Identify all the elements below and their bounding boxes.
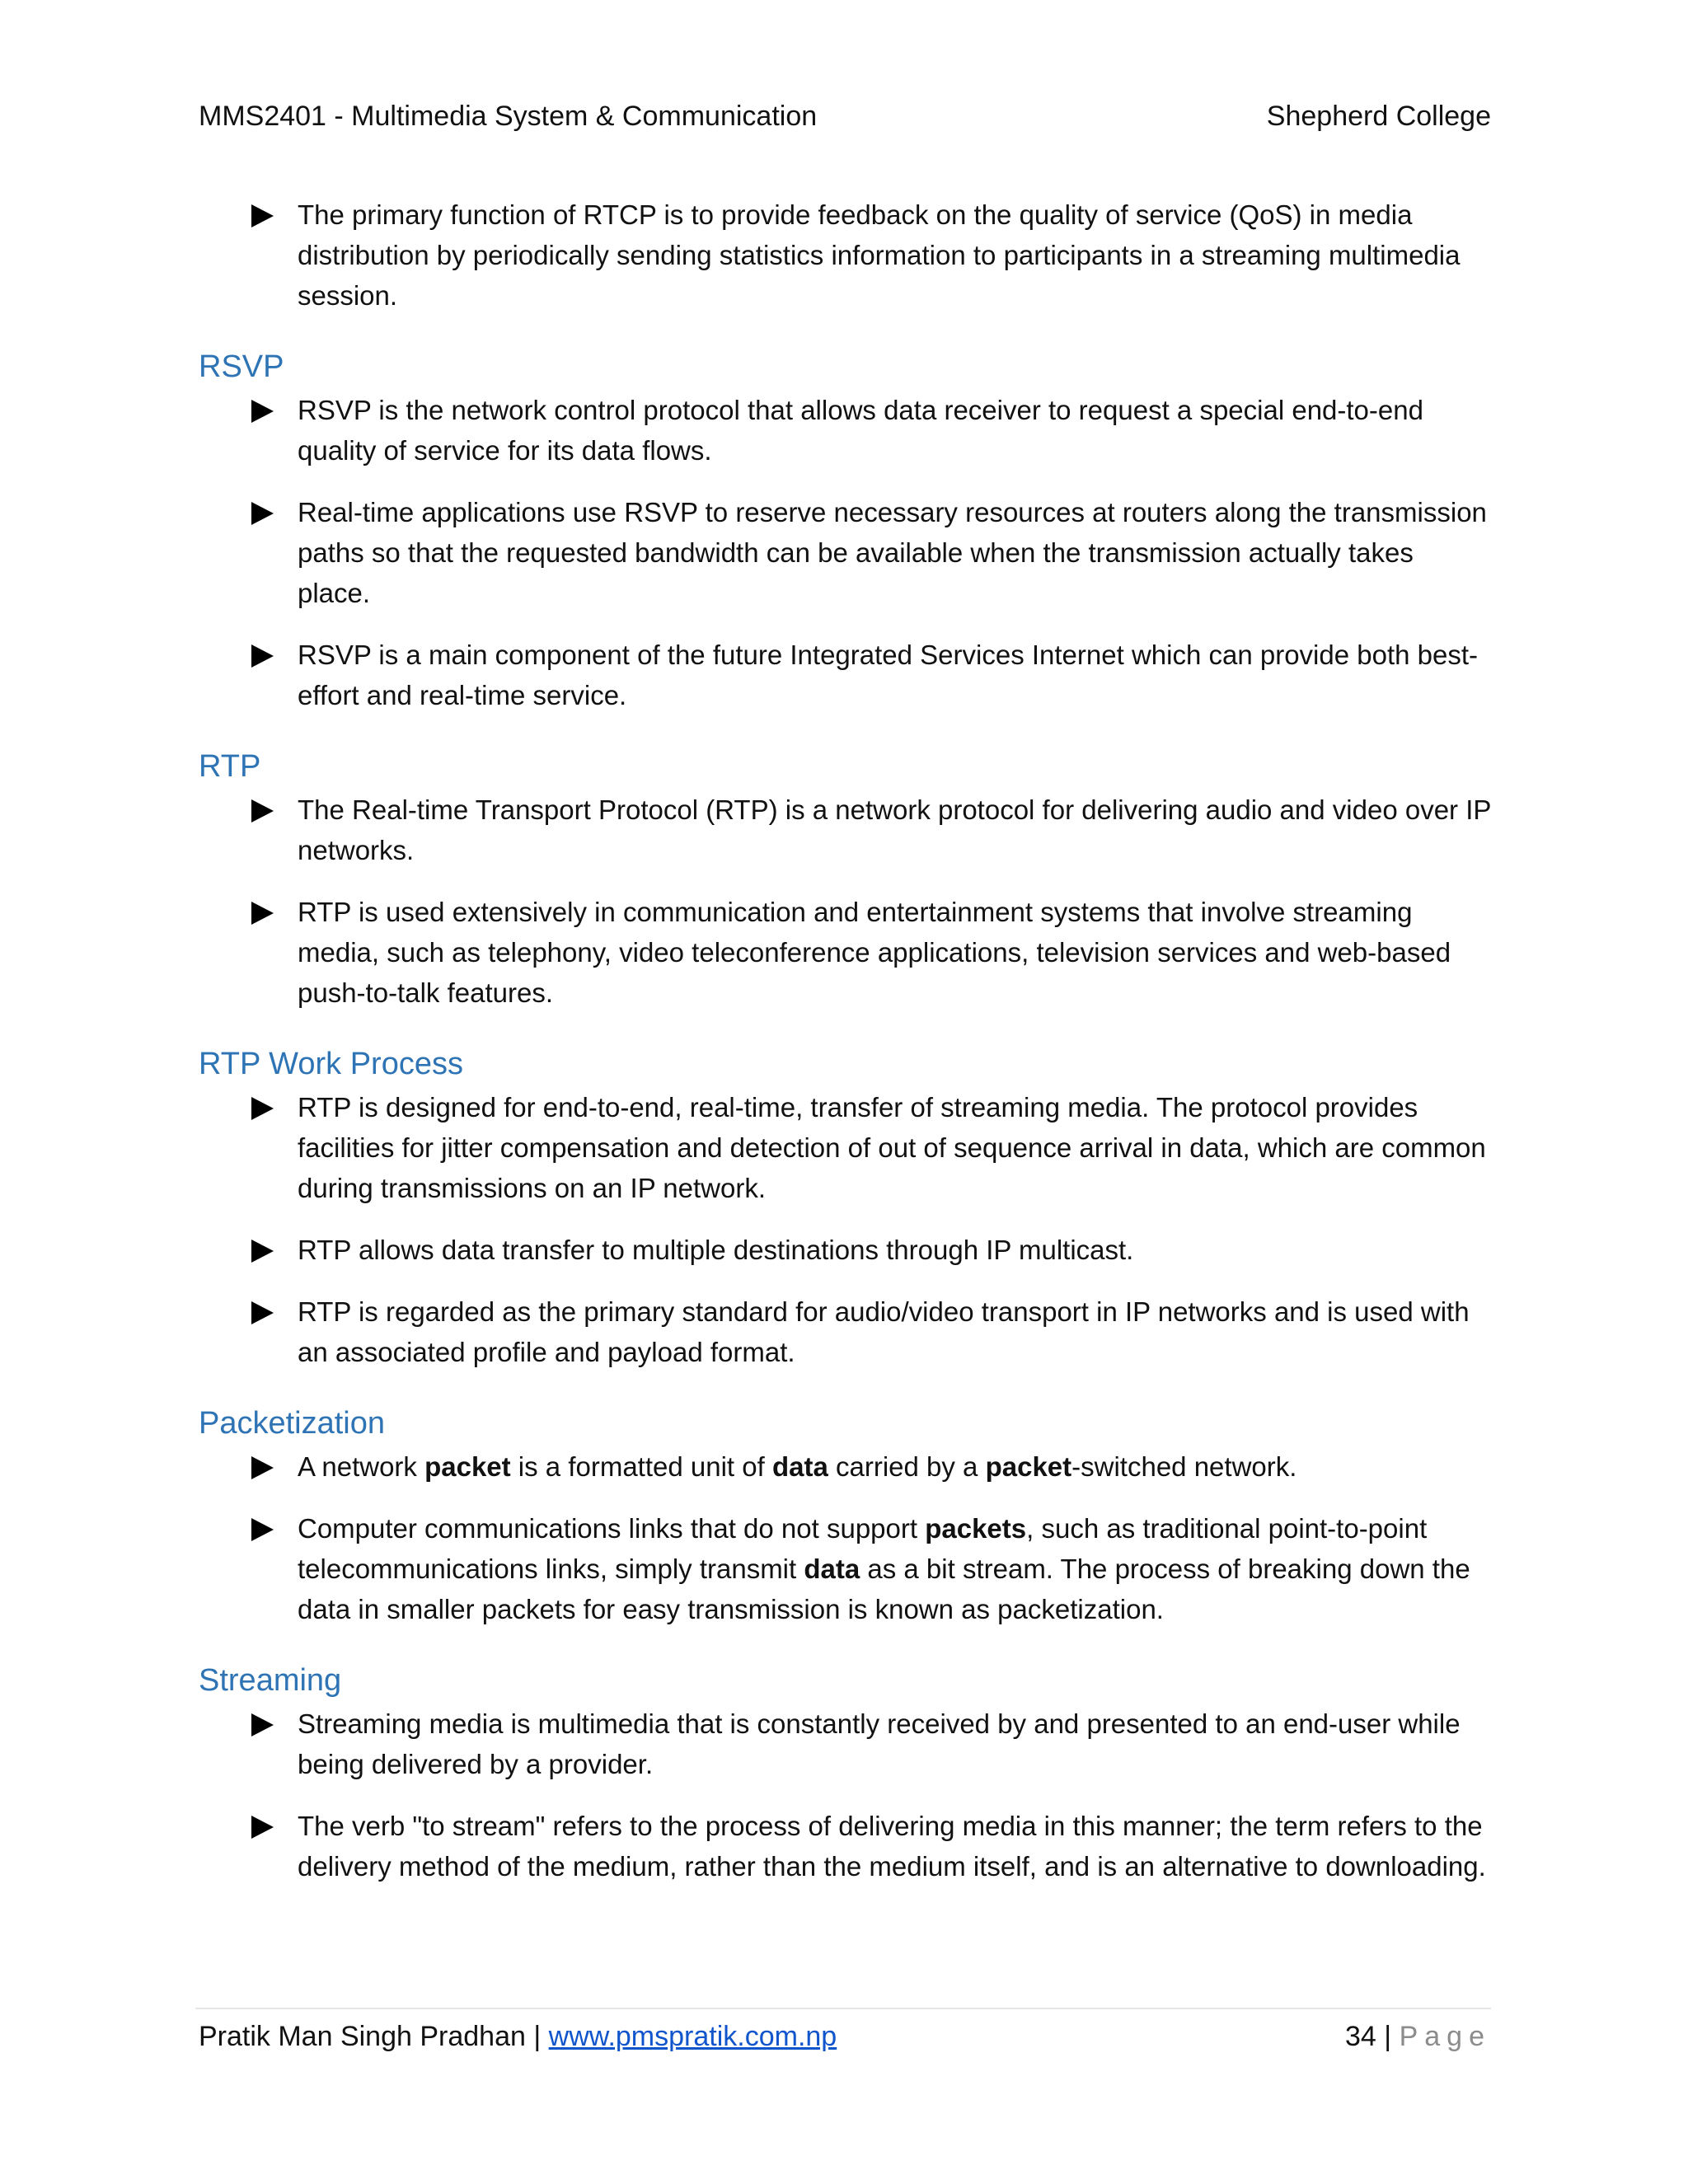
list-item (199, 892, 1491, 1013)
rtp-work-list (199, 1087, 1491, 1372)
packetization-list (199, 1446, 1491, 1629)
page-number-block (1345, 2013, 1491, 2060)
triangle-bullet-icon (251, 1456, 274, 1479)
bullet-text: RTP is used extensively in communication and entertainment systems that involve streaming media, such as telephony, video teleconference applications, television services and web-based push-to-talk features. (298, 897, 1451, 1008)
bullet-text: Computer communications links that do not support packets, such as traditional point-to-point telecommunications links, simply transmit data as a bit stream. The process of breaking down the data in smaller packets for easy transmission is known as packetization. (298, 1513, 1470, 1624)
keyword: data (771, 1451, 828, 1482)
triangle-bullet-icon (251, 902, 274, 925)
list-item (199, 1508, 1491, 1629)
triangle-bullet-icon (251, 1713, 274, 1736)
heading-packetization: Packetization (199, 1406, 386, 1441)
triangle-bullet-icon (251, 799, 274, 823)
triangle-bullet-icon (251, 1518, 274, 1541)
keyword: packets (925, 1513, 1027, 1544)
page-label: Page (1399, 2021, 1491, 2052)
list-item (199, 390, 1491, 471)
bullet-text: RSVP is the network control protocol that allows data receiver to request a special end-to-end quality of service for its data flows. (298, 395, 1423, 466)
heading-rtp-work-process: RTP Work Process (199, 1047, 463, 1081)
bullet-text: RTP allows data transfer to multiple destinations through IP multicast. (298, 1235, 1134, 1265)
list-item (199, 790, 1491, 870)
bullet-text: RTP is designed for end-to-end, real-time, transfer of streaming media. The protocol provides facilities for jitter compensation and detection of out of sequence arrival in data, which are common during transmissions on an IP network. (298, 1092, 1486, 1203)
list-item (199, 1230, 1491, 1270)
list-item (199, 1446, 1491, 1487)
footer-author-block (199, 2013, 837, 2060)
footer-separator: | (533, 2021, 542, 2052)
list-item (199, 194, 1491, 316)
author-name: Pratik Man Singh Pradhan (199, 2021, 526, 2052)
keyword: data (804, 1554, 860, 1584)
triangle-bullet-icon (251, 1816, 274, 1839)
list-item (199, 1087, 1491, 1208)
institution-name: Shepherd College (1266, 101, 1491, 132)
bullet-text: Real-time applications use RSVP to reserve necessary resources at routers along the transmission paths so that the requested bandwidth can be available when the transmission actually takes place. (298, 497, 1487, 608)
bullet-text: Streaming media is multimedia that is constantly received by and presented to an end-user while being delivered by a provider. (298, 1708, 1461, 1779)
page-number-separator: | (1384, 2021, 1392, 2052)
list-item (199, 1806, 1491, 1886)
triangle-bullet-icon (251, 400, 274, 423)
triangle-bullet-icon (251, 1240, 274, 1263)
intro-list (199, 194, 1491, 316)
list-item (199, 1704, 1491, 1784)
course-title: MMS2401 - Multimedia System & Communication (199, 101, 818, 132)
bullet-text: The primary function of RTCP is to provide feedback on the quality of service (QoS) in media distribution by periodically sending statistics information to participants in a streaming multimedia session. (298, 199, 1461, 311)
triangle-bullet-icon (251, 502, 274, 525)
list-item (199, 1291, 1491, 1372)
bullet-text: The verb "to stream" refers to the process of delivering media in this manner; the term refers to the delivery method of the medium, rather than the medium itself, and is an alternative to downloading. (298, 1811, 1486, 1882)
document-body (199, 194, 1491, 1886)
streaming-list (199, 1704, 1491, 1886)
heading-rtp: RTP (199, 749, 261, 784)
bullet-text: A network packet is a formatted unit of data carried by a packet-switched network. (298, 1451, 1297, 1482)
triangle-bullet-icon (251, 644, 274, 668)
page-number: 34 (1345, 2021, 1376, 2052)
bullet-text: RSVP is a main component of the future Integrated Services Internet which can provide both best-effort and real-time service. (298, 640, 1479, 710)
triangle-bullet-icon (251, 1301, 274, 1324)
heading-streaming: Streaming (199, 1663, 342, 1698)
rtp-list (199, 790, 1491, 1013)
list-item (199, 492, 1491, 613)
triangle-bullet-icon (251, 1097, 274, 1120)
triangle-bullet-icon (251, 204, 274, 227)
page-footer (195, 2008, 1491, 2052)
heading-rsvp: RSVP (199, 349, 284, 384)
keyword: packet (985, 1451, 1072, 1482)
list-item (199, 635, 1491, 715)
website-link[interactable]: www.pmspratik.com.np (548, 2021, 837, 2052)
rsvp-list (199, 390, 1491, 715)
bullet-text: RTP is regarded as the primary standard for audio/video transport in IP networks and is used with an associated profile and payload format. (298, 1296, 1470, 1367)
bullet-text: The Real-time Transport Protocol (RTP) is a network protocol for delivering audio and video over IP networks. (298, 794, 1491, 865)
page-header (199, 96, 1491, 137)
keyword: packet (424, 1451, 511, 1482)
